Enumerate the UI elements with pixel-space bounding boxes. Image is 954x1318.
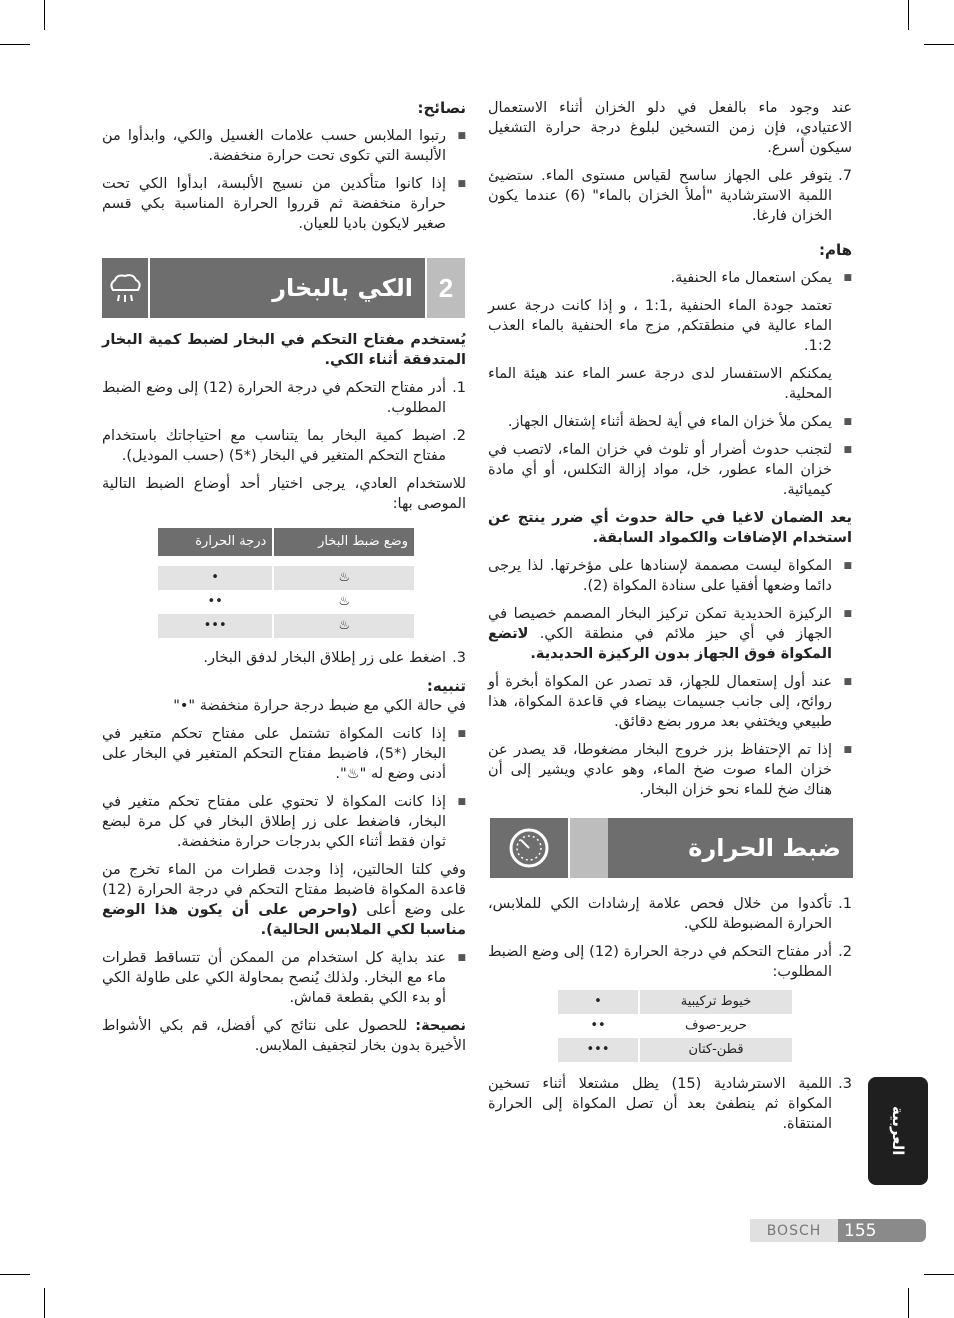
bullet-icon: ■	[457, 729, 466, 739]
bullet-icon: ■	[843, 273, 852, 283]
page-number: 155	[838, 1219, 926, 1242]
section-header-temperature	[490, 818, 853, 878]
note-heading: تنبيه:	[426, 677, 466, 695]
step-number: 7.	[838, 168, 852, 184]
warning-text: يعد الضمان لاغيا في حالة حدوث أي ضرر ينتج عن استخدام الإضافات والكمواد السابقة.	[488, 510, 852, 546]
right-column	[488, 98, 852, 808]
bullet-icon: ■	[843, 445, 852, 455]
temp-dots: ••	[157, 590, 273, 614]
list-item: ■ الركيزة الحديدية تمكن تركيز البخار المصمم خصيصا في الجهاز في أي حيز ملائم في منطقة الكي. لاتضع المكواة فوق الجهاز بدون الركيزة الحديدية.	[488, 606, 852, 662]
crop-mark	[924, 44, 954, 45]
step-1: 1. تأكدوا من خلال فحص علامة إرشادات الكي للملابس، الحرارة المضبوطة للكي.	[488, 896, 852, 932]
fabric-label: قطن-كتان	[639, 1038, 792, 1062]
list-item: ■ إذا كانوا متأكدين من نسيج الألبسة، ابدأوا الكي تحت حرارة منخفضة ثم قرروا الحرارة المناسبة بكي قسم صغير لايكون باديا للعيان.	[102, 176, 466, 232]
crop-mark	[908, 0, 909, 30]
bullet-icon: ■	[843, 745, 852, 755]
intro-paragraph: عند وجود ماء بالفعل في دلو الخزان أثناء الاستعمال الاعتيادي، فإن زمن التسخين لبلوغ درجة حرارة التشغيل سيكون أسرع.	[488, 100, 852, 156]
list-item: ■ إذا كانت المكواة لا تحتوي على مفتاح تحكم متغير في البخار، فاضغط على زر إطلاق البخار في كل مرة لبضع ثوان فقط أثناء الكي بدرجات حرارة منخفضة.	[102, 794, 466, 850]
list-item: ■ إذا كانت المكواة تشتمل على مفتاح تحكم متغير في البخار (*5)، فاضبط مفتاح التحكم المتغير في البخار على أدنى وضع له "♨".	[102, 726, 466, 782]
steam-symbol: ♨	[273, 590, 414, 614]
important-heading: هام:	[818, 241, 852, 259]
section-number: 2	[427, 258, 465, 318]
bullet-icon: ■	[843, 561, 852, 571]
step-2: 2. اضبط كمية البخار بما يتناسب مع احتياجاتك باستخدام مفتاح التحكم المتغير في البخار (*5) (حسب الموديل).	[102, 428, 466, 464]
temp-dots: •	[557, 990, 639, 1014]
list-item: ■ رتبوا الملابس حسب علامات الغسيل والكي، وابدأوا من الألبسة التي تكوى تحت حرارة منخفضة.	[102, 128, 466, 164]
brand-label: BOSCH	[750, 1219, 838, 1242]
steam-section	[102, 330, 466, 1064]
list-item: ■ إذا تم الإحتفاظ بزر خروج البخار مضغوطا، قد يصدر عن خزان الماء صوت ضخ الماء، وهو عادي ويشير إلى أن هناك ضخ للماء نحو خزان البخار.	[488, 742, 852, 798]
bullet-icon: ■	[457, 953, 466, 963]
section-title: الكي بالبخار	[150, 258, 427, 318]
normal-use-text: للاستخدام العادي، يرجى اختيار أحد أوضاع الضبط التالية الموصى بها:	[102, 476, 466, 512]
fabric-label: حرير-صوف	[639, 1014, 792, 1038]
list-item: ■ المكواة ليست مصممة لإسنادها على مؤخرتها. لذا يرجى دائما وضعها أفقيا على سنادة المكواة (2).	[488, 558, 852, 594]
crop-mark	[0, 44, 30, 45]
list-item: ■ لتجنب حدوث أضرار أو تلوث في خزان الماء، لاتصب في خزان الماء عطور، خل، مواد إزالة التكلس، أو أي مادة كيميائية.	[488, 442, 852, 498]
bullet-icon: ■	[843, 417, 852, 427]
bullet-icon: ■	[843, 677, 852, 687]
tips-heading: نصائح:	[417, 99, 466, 117]
fabric-label: خيوط تركيبية	[639, 990, 792, 1014]
steam-symbol: ♨	[273, 614, 414, 638]
steam-setting-table	[156, 528, 414, 638]
left-column-tips	[102, 98, 466, 242]
section-header-steam	[102, 258, 465, 318]
page-footer	[750, 1219, 926, 1242]
temp-dots: •••	[557, 1038, 639, 1062]
temp-dots: •	[157, 566, 273, 590]
step-text: يتوفر على الجهاز ساسح لقياس مستوى الماء. ستضيئ اللمبة الاسترشادية "أملأ الخزان بالماء" (6) عندما يكون الخزان فارغا.	[488, 168, 832, 224]
list-item: ■ عند بداية كل استخدام من الممكن أن تتساقط قطرات ماء مع البخار. ولذلك يُنصح بمحاولة الكي على طاولة الكي أو بدء الكي بقطعة قماش.	[102, 950, 466, 1006]
crop-mark	[924, 1274, 954, 1275]
crop-mark	[0, 1274, 30, 1275]
column-header: درجة الحرارة	[157, 528, 273, 556]
fabric-temperature-table	[556, 990, 792, 1062]
bullet-icon: ■	[457, 179, 466, 189]
list-item: يمكنكم الاستفسار لدى درجة عسر الماء عند هيئة الماء المحلية.	[488, 366, 832, 402]
list-item: ■ عند أول إستعمال للجهاز، قد تصدر عن المكواة أبخرة أو روائح، إلى جانب جسيمات بيضاء في قاعدة المكواة، هذا طبيعي ويختفي بعد مرور بضع دقائق.	[488, 674, 852, 730]
temp-dots: ••	[557, 1014, 639, 1038]
temperature-section	[488, 894, 852, 1142]
step-2: 2. أدر مفتاح التحكم في درجة الحرارة (12) إلى وضع الضبط المطلوب:	[488, 944, 852, 980]
list-item: تعتمد جودة الماء الحنفية ,1:1 ، و إذا كانت درجة عسر الماء عالية في منطقتكم, مزج ماء الحنفية بالماء العذب 1:2.	[488, 298, 832, 354]
list-item: ■ يمكن ملأ خزان الماء في أية لحظة أثناء إشتغال الجهاز.	[507, 414, 852, 430]
steam-symbol: ♨	[273, 566, 414, 590]
steam-icon	[102, 258, 150, 318]
step-7	[488, 166, 852, 226]
step-1: 1. أدر مفتاح التحكم في درجة الحرارة (12) إلى وضع الضبط المطلوب.	[102, 380, 466, 416]
crop-mark	[908, 1288, 909, 1318]
list-item: ■ يمكن استعمال ماء الحنفية.	[670, 270, 852, 286]
advice-text: نصيحة: للحصول على نتائج كي أفضل، قم بكي الأشواط الأخيرة بدون بخار لتجفيف الملابس.	[102, 1018, 466, 1054]
bullet-icon: ■	[457, 797, 466, 807]
both-cases-text: وفي كلتا الحالتين، إذا وجدت قطرات من الماء تخرج من قاعدة المكواة فاضبط مفتاح التحكم في درجة الحرارة (12) على وضع أعلى (واحرص على أن يكون هذا الوضع مناسبا لكي الملابس الحالية).	[102, 862, 466, 938]
note-text: في حالة الكي مع ضبط درجة حرارة منخفضة "•"	[173, 698, 466, 714]
crop-mark	[44, 0, 45, 30]
step-3: 3. اللمبة الاسترشادية (15) يظل مشتعلا أثناء تسخين المكواة ثم ينطفئ بعد أن تصل المكواة إلى الحرارة المنتقاة.	[488, 1076, 852, 1132]
crop-mark	[44, 1288, 45, 1318]
language-tab: العربية	[868, 1077, 928, 1185]
bullet-icon: ■	[457, 131, 466, 141]
step-3: 3. اضغط على زر إطلاق البخار لدفق البخار.	[203, 650, 466, 666]
steam-intro: يُستخدم مفتاح التحكم في البخار لضبط كمية البخار المتدفقة أثناء الكي.	[102, 332, 466, 368]
bullet-icon: ■	[843, 609, 852, 619]
section-title: ضبط الحرارة	[570, 818, 853, 878]
temp-dots: •••	[157, 614, 273, 638]
column-header: وضع ضبط البخار	[273, 528, 414, 556]
dial-icon	[490, 818, 570, 878]
